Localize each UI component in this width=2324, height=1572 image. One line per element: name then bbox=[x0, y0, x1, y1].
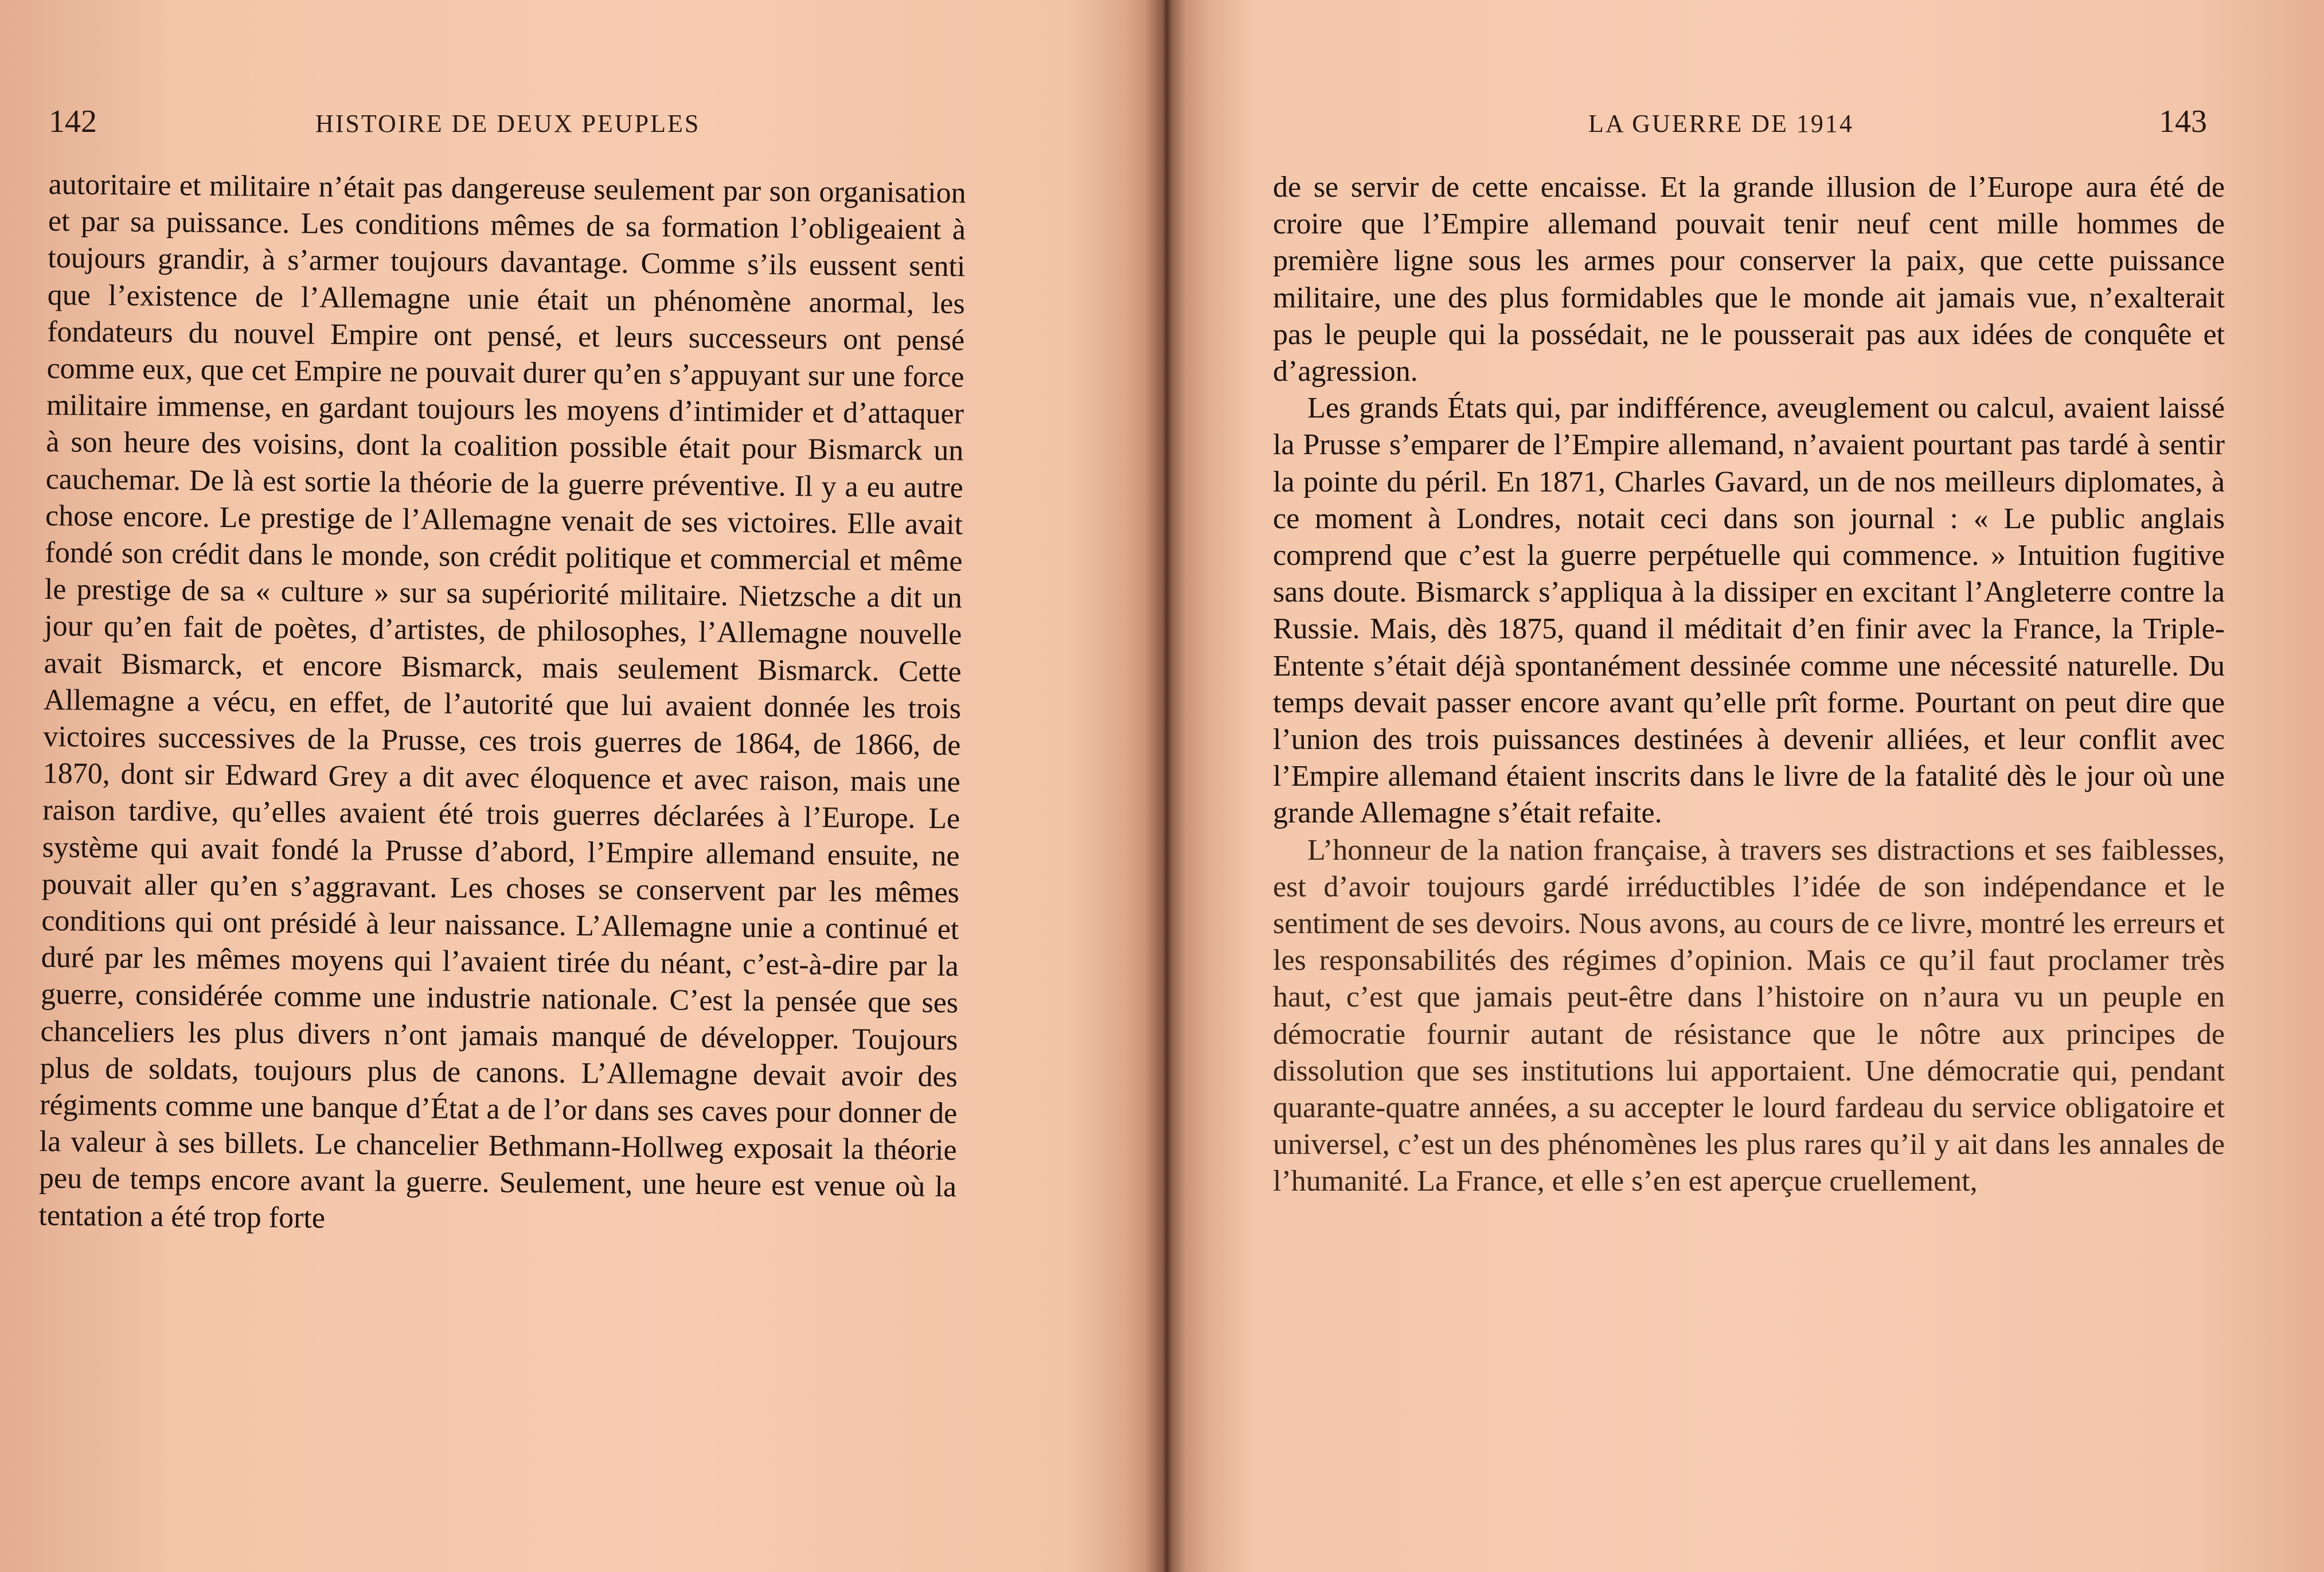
paragraph: L’honneur de la nation française, à travers ses distractions et ses faiblesses, est d’avoir toujours gardé irréductibles l’idée de son indépendance et le sentiment de ses devoirs. Nous avons, au cours de ce livre, montré les erreurs et les responsabilités des régimes d’opinion. Mais ce qu’il faut proclamer très haut, c’est que jamais peut-être dans l’histoire on n’aura vu un peuple en démocratie fournir autant de résistance que le nôtre aux principes de dissolution que ses institutions lui apportaient. Une démocratie qui, pendant quarante-quatre années, a su accepter le lourd fardeau du service obligatoire et universel, c’est un des phénomènes les plus rares qu’il y ait dans les annales de l’humanité. La France, et elle s’en est aperçue cruellement, bbox=[1273, 833, 2225, 1198]
left-page bbox=[0, 0, 1153, 1572]
right-page-body bbox=[1273, 169, 2225, 1200]
paragraph: de se servir de cette encaisse. Et la grande illusion de l’Europe aura été de croire que l’Empire allemand pouvait tenir neuf cent mille hommes de première ligne sous les armes pour conserver la paix, que cette puissance militaire, une des plus formidables que le monde ait jamais vue, n’exalterait pas le peuple qui la possédait, ne le pousserait pas aux idées de conquête et d’agression. bbox=[1273, 171, 2225, 388]
running-head-right: LA GUERRE DE 1914 bbox=[1588, 110, 1854, 138]
paragraph: autoritaire et militaire n’était pas dangereuse seulement par son organisation et par sa puissance. Les conditions mêmes de sa formation l’obligeaient à toujours grandir, à s’armer toujours davantage. Comme s’ils eussent senti que l’existence de l’Allemagne unie était un phénomène anormal, les fondateurs du nouvel Empire ont pensé, et leurs successeurs ont pensé comme eux, que cet Empire ne pouvait durer qu’en s’appuyant sur une force militaire immense, en gardant toujours les moyens d’intimider et d’attaquer à son heure des voisins, dont la coalition possible était pour Bismarck un cauchemar. De là est sortie la théorie de la guerre préventive. Il y a eu autre chose encore. Le prestige de l’Allemagne venait de ses victoires. Elle avait fondé son crédit dans le monde, son crédit politique et commercial et même le prestige de sa « culture » sur sa supériorité militaire. Nietzsche a dit un jour qu’en fait de poètes, d’artistes, de philosophes, l’Allemagne nouvelle avait Bismarck, et encore Bismarck, mais seulement Bismarck. Cette Allemagne a vécu, en effet, de l’autorité que lui avaient donnée les trois victoires successives de la Prusse, ces trois guerres de 1864, de 1866, de 1870, dont sir Edward Grey a dit avec éloquence et avec raison, mais une raison tardive, qu’elles avaient été trois guerres déclarées à l’Europe. Le système qui avait fondé la Prusse d’abord, l’Empire allemand ensuite, ne pouvait aller qu’en s’aggravant. Les choses se conservent par les mêmes conditions qui ont présidé à leur naissance. L’Allemagne unie a continué et duré par les mêmes moyens qui l’avaient tirée du néant, c’est-à-dire par la guerre, considérée comme une industrie nationale. C’est la pensée que ses chanceliers les plus divers n’ont jamais manqué de développer. Toujours plus de soldats, toujours plus de canons. L’Allemagne devait avoir des régiments comme une banque d’État a de l’or dans ses caves pour donner de la valeur à ses billets. Le chancelier Bethmann-Hollweg exposait la théorie peu de temps encore avant la guerre. Seulement, une heure est venue où la tentation a été trop forte bbox=[38, 167, 966, 1235]
paragraph: Les grands États qui, par indifférence, aveuglement ou calcul, avaient laissé la Prusse s’emparer de l’Empire allemand, n’avaient pourtant pas tardé à sentir la pointe du péril. En 1871, Charles Gavard, un de nos meilleurs diplomates, à ce moment à Londres, notait ceci dans son journal : « Le public anglais comprend que c’est la guerre perpétuelle qui commence. » Intuition fugitive sans doute. Bismarck s’appliqua à la dissiper en excitant l’Angleterre contre la Russie. Mais, dès 1875, quand il méditait d’en finir avec la France, la Triple-Entente s’était déjà spontanément dessinée comme une nécessité naturelle. Du temps devait passer encore avant qu’elle prît forme. Pourtant on peut dire que l’union des trois puissances destinées à devenir alliées, et leur conflit avec l’Empire allemand étaient inscrits dans le livre de la fatalité dès le jour où une grande Allemagne s’était refaite. bbox=[1273, 392, 2225, 830]
page-number-left: 142 bbox=[49, 104, 97, 139]
page-number-right: 143 bbox=[2159, 104, 2207, 139]
right-page bbox=[1170, 0, 2324, 1572]
left-page-body bbox=[38, 166, 966, 1243]
running-head-left: HISTOIRE DE DEUX PEUPLES bbox=[315, 110, 701, 138]
